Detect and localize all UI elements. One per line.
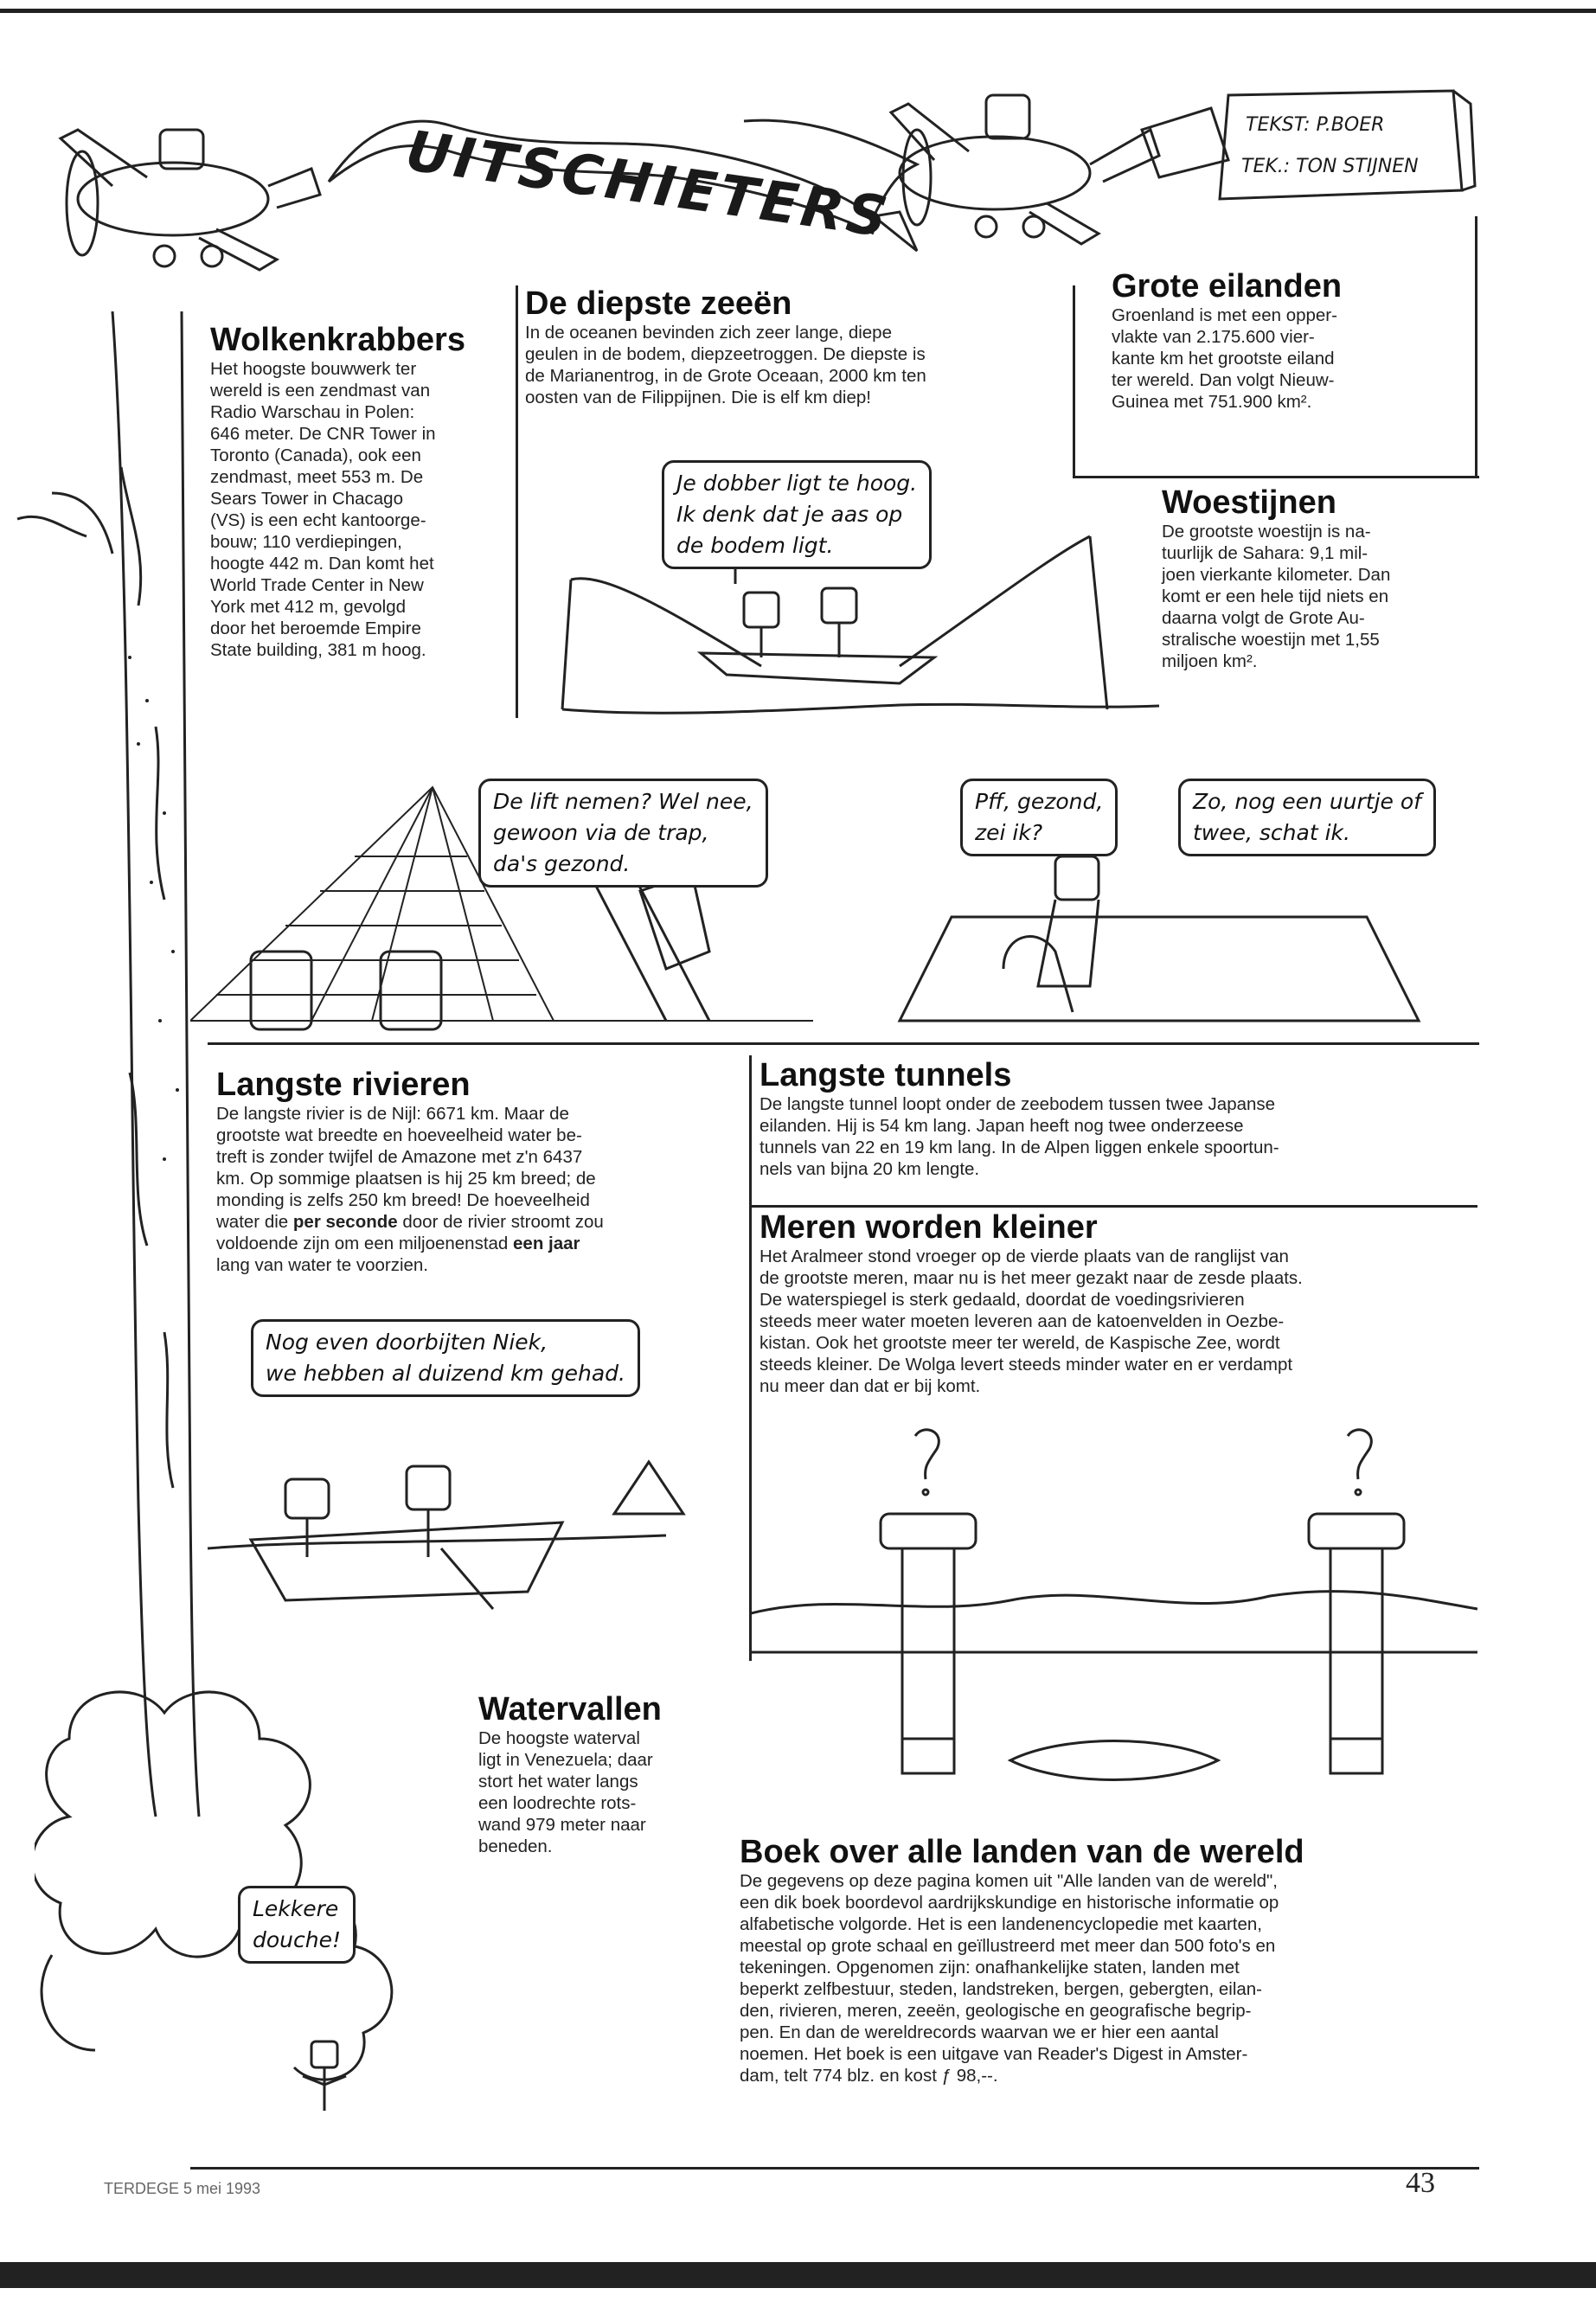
emphasis-text: per seconde <box>292 1212 398 1232</box>
section-woestijnen <box>1162 484 1482 672</box>
section-divider <box>1073 476 1479 478</box>
section-wolkenkrabbers <box>210 322 509 661</box>
bubble-line: de bodem ligt. <box>676 533 834 558</box>
section-divider <box>208 1042 1479 1045</box>
section-line: stort het water langs <box>478 1772 638 1791</box>
line-text: water die <box>216 1212 293 1232</box>
footer-publication: TERDEGE 5 mei 1993 <box>104 2180 261 2197</box>
section-line: tunnels van 22 en 19 km lang. In de Alpen liggen enkele spoortun- <box>760 1138 1279 1157</box>
section-line: kistan. Ook het grootste meer ter wereld, de Kaspische Zee, wordt <box>760 1333 1280 1353</box>
right-airplane-drawing <box>891 95 1228 244</box>
credit-text: TEKST: P.BOER <box>1246 114 1385 136</box>
section-line: oosten van de Filippijnen. Die is elf km diep! <box>525 388 871 407</box>
section-line: monding is zelfs 250 km breed! De hoeveelheid <box>216 1190 590 1210</box>
section-line: De grootste woestijn is na- <box>1162 522 1371 542</box>
section-watervallen <box>478 1691 738 1857</box>
section-line: treft is zonder twijfel de Amazone met z'n 6437 <box>216 1147 583 1167</box>
section-title: Watervallen <box>478 1691 662 1727</box>
bubble-line: zei ik? <box>975 820 1043 845</box>
section-line: De hoogste waterval <box>478 1728 640 1748</box>
bottom-border <box>0 2262 1596 2288</box>
section-line: 646 meter. De CNR Tower in <box>210 424 436 444</box>
bubble-line: Nog even doorbijten Niek, <box>266 1330 548 1355</box>
section-line <box>216 1211 718 1233</box>
bubble-line: Lekkere <box>253 1896 339 1921</box>
section-line: Het hoogste bouwwerk ter <box>210 359 417 379</box>
section-line: grootste wat breedte en hoeveelheid water be- <box>216 1125 582 1145</box>
section-title: Meren worden kleiner <box>760 1209 1098 1246</box>
bubble-rowing <box>251 1319 640 1397</box>
section-line: De langste rivier is de Nijl: 6671 km. Maar de <box>216 1104 569 1124</box>
section-line: Het Aralmeer stond vroeger op de vierde plaats van de ranglijst van <box>760 1247 1289 1266</box>
section-line: beneden. <box>478 1836 553 1856</box>
section-line: een dik boek boordevol aardrijkskundige en historische informatie op <box>740 1893 1279 1913</box>
credit-sign <box>1220 91 1475 199</box>
emphasis-text: een jaar <box>513 1234 580 1253</box>
section-line: ter wereld. Dan volgt Nieuw- <box>1112 370 1335 390</box>
section-line: nu meer dan dat er bij komt. <box>760 1376 981 1396</box>
section-line: komt er een hele tijd niets en <box>1162 586 1389 606</box>
section-line: de Marianentrog, in de Grote Oceaan, 2000 km ten <box>525 366 926 386</box>
section-line: eilanden. Hij is 54 km lang. Japan heeft nog twee onderzeese <box>760 1116 1244 1136</box>
section-grote-eilanden <box>1112 268 1475 413</box>
section-line: daarna volgt de Grote Au- <box>1162 608 1365 628</box>
section-line: bouw; 110 verdiepingen, <box>210 532 402 552</box>
section-line: meestal op grote schaal en geïllustreerd met meer dan 500 foto's en <box>740 1936 1276 1956</box>
section-title: Langste tunnels <box>760 1057 1012 1093</box>
bubble-line: Zo, nog een uurtje of <box>1193 789 1421 814</box>
section-title: De diepste zeeën <box>525 285 792 322</box>
section-line: lang van water te voorzien. <box>216 1255 428 1275</box>
section-boek <box>740 1834 1479 2086</box>
bubble-douche <box>238 1886 356 1964</box>
section-line: Radio Warschau in Polen: <box>210 402 415 422</box>
section-line: De langste tunnel loopt onder de zeebodem tussen twee Japanse <box>760 1094 1276 1114</box>
bubble-line: douche! <box>253 1927 342 1952</box>
section-line: kante km het grootste eiland <box>1112 349 1335 369</box>
section-line: Toronto (Canada), ook een <box>210 445 421 465</box>
section-line: State building, 381 m hoog. <box>210 640 426 660</box>
left-airplane-drawing <box>61 130 320 270</box>
section-line: dam, telt 774 blz. en kost ƒ 98,--. <box>740 2066 998 2086</box>
section-title: Wolkenkrabbers <box>210 322 465 358</box>
section-line: geulen in de bodem, diepzeetroggen. De diepste is <box>525 344 926 364</box>
section-line: (VS) is een echt kantoorge- <box>210 510 426 530</box>
section-langste-tunnels <box>760 1057 1477 1180</box>
section-line: zendmast, meet 553 m. De <box>210 467 424 487</box>
header-illustration <box>0 0 1596 285</box>
bubble-line: twee, schat ik. <box>1193 820 1350 845</box>
credit-drawings: TEK.: TON STIJNEN <box>1241 156 1419 177</box>
page-number: 43 <box>1406 2167 1435 2199</box>
section-line: wereld is een zendmast van <box>210 381 431 401</box>
section-divider <box>751 1205 1477 1208</box>
bubble-line: we hebben al duizend km gehad. <box>266 1361 625 1386</box>
bubble-line: Je dobber ligt te hoog. <box>676 471 918 496</box>
bottom-frame-line <box>190 2167 1479 2170</box>
bubble-line: Pff, gezond, <box>975 789 1104 814</box>
section-line: tekeningen. Opgenomen zijn: onafhankelijke staten, landen met <box>740 1958 1240 1977</box>
section-line: tuurlijk de Sahara: 9,1 mil- <box>1162 543 1368 563</box>
bubble-line: De lift nemen? Wel nee, <box>493 789 753 814</box>
section-line: De gegevens op deze pagina komen uit "Alle landen van de wereld", <box>740 1871 1278 1891</box>
lake-cartoon <box>751 1427 1477 1834</box>
section-line: steeds meer water moeten leveren aan de katoenvelden in Oezbe- <box>760 1311 1285 1331</box>
section-line: nels van bijna 20 km lengte. <box>760 1159 980 1179</box>
section-line: Groenland is met een opper- <box>1112 305 1337 325</box>
bubble-fishing <box>662 460 932 569</box>
section-line: Guinea met 751.900 km². <box>1112 392 1312 412</box>
section-line: alfabetische volgorde. Het is een landenencyclopedie met kaarten, <box>740 1914 1262 1934</box>
section-title: Boek over alle landen van de wereld <box>740 1834 1304 1870</box>
section-line: ligt in Venezuela; daar <box>478 1750 653 1770</box>
bubble-pff <box>960 779 1118 856</box>
section-line: vlakte van 2.175.600 vier- <box>1112 327 1315 347</box>
bubble-line: gewoon via de trap, <box>493 820 709 845</box>
section-line: joen vierkante kilometer. Dan <box>1162 565 1391 585</box>
section-line: noemen. Het boek is een uitgave van Reader's Digest in Amster- <box>740 2044 1248 2064</box>
section-title: Woestijnen <box>1162 484 1336 521</box>
section-title: Grote eilanden <box>1112 268 1343 304</box>
section-line: miljoen km². <box>1162 651 1258 671</box>
section-line: steeds kleiner. De Wolga levert steeds minder water en er verdampt <box>760 1355 1293 1375</box>
section-meren <box>760 1209 1477 1397</box>
bubble-lift <box>478 779 768 888</box>
column-divider <box>1073 285 1075 476</box>
line-text: voldoende zijn om een miljoenenstad <box>216 1234 514 1253</box>
bubble-line: da's gezond. <box>493 851 631 876</box>
section-line: wand 979 meter naar <box>478 1815 646 1835</box>
section-line: pen. En dan de wereldrecords waarvan we er hier een aantal <box>740 2022 1219 2042</box>
column-divider <box>516 285 518 718</box>
section-line: In de oceanen bevinden zich zeer lange, diepe <box>525 323 892 343</box>
section-title: Langste rivieren <box>216 1067 471 1103</box>
section-line: den, rivieren, meren, zeeën, geologische en geografische begrip- <box>740 2001 1252 2021</box>
section-line <box>216 1233 718 1254</box>
bubble-line: Ik denk dat je aas op <box>676 502 903 527</box>
section-line: World Trade Center in New <box>210 575 424 595</box>
bubble-zo <box>1178 779 1436 856</box>
section-line: een loodrechte rots- <box>478 1793 637 1813</box>
section-line: stralische woestijn met 1,55 <box>1162 630 1380 650</box>
section-line: De waterspiegel is sterk gedaald, doordat de voedingsrivieren <box>760 1290 1245 1310</box>
section-langste-rivieren <box>216 1067 718 1276</box>
section-line: hoogte 442 m. Dan komt het <box>210 554 434 574</box>
section-line: York met 412 m, gevolgd <box>210 597 407 617</box>
section-line: de grootste meren, maar nu is het meer gezakt naar de zesde plaats. <box>760 1268 1303 1288</box>
section-diepste-zeeen <box>525 285 1079 408</box>
rowing-cartoon <box>182 1427 701 1670</box>
section-line: door het beroemde Empire <box>210 619 421 638</box>
section-line: beperkt zelfbestuur, steden, landstreken, bergen, gebergten, eilan- <box>740 1979 1263 1999</box>
header-title: UITSCHIETERS <box>401 119 894 251</box>
right-border <box>1475 216 1477 476</box>
section-line: Sears Tower in Chacago <box>210 489 403 509</box>
line-text: door de rivier stroomt zou <box>397 1212 604 1232</box>
section-line: km. Op sommige plaatsen is hij 25 km breed; de <box>216 1169 596 1189</box>
